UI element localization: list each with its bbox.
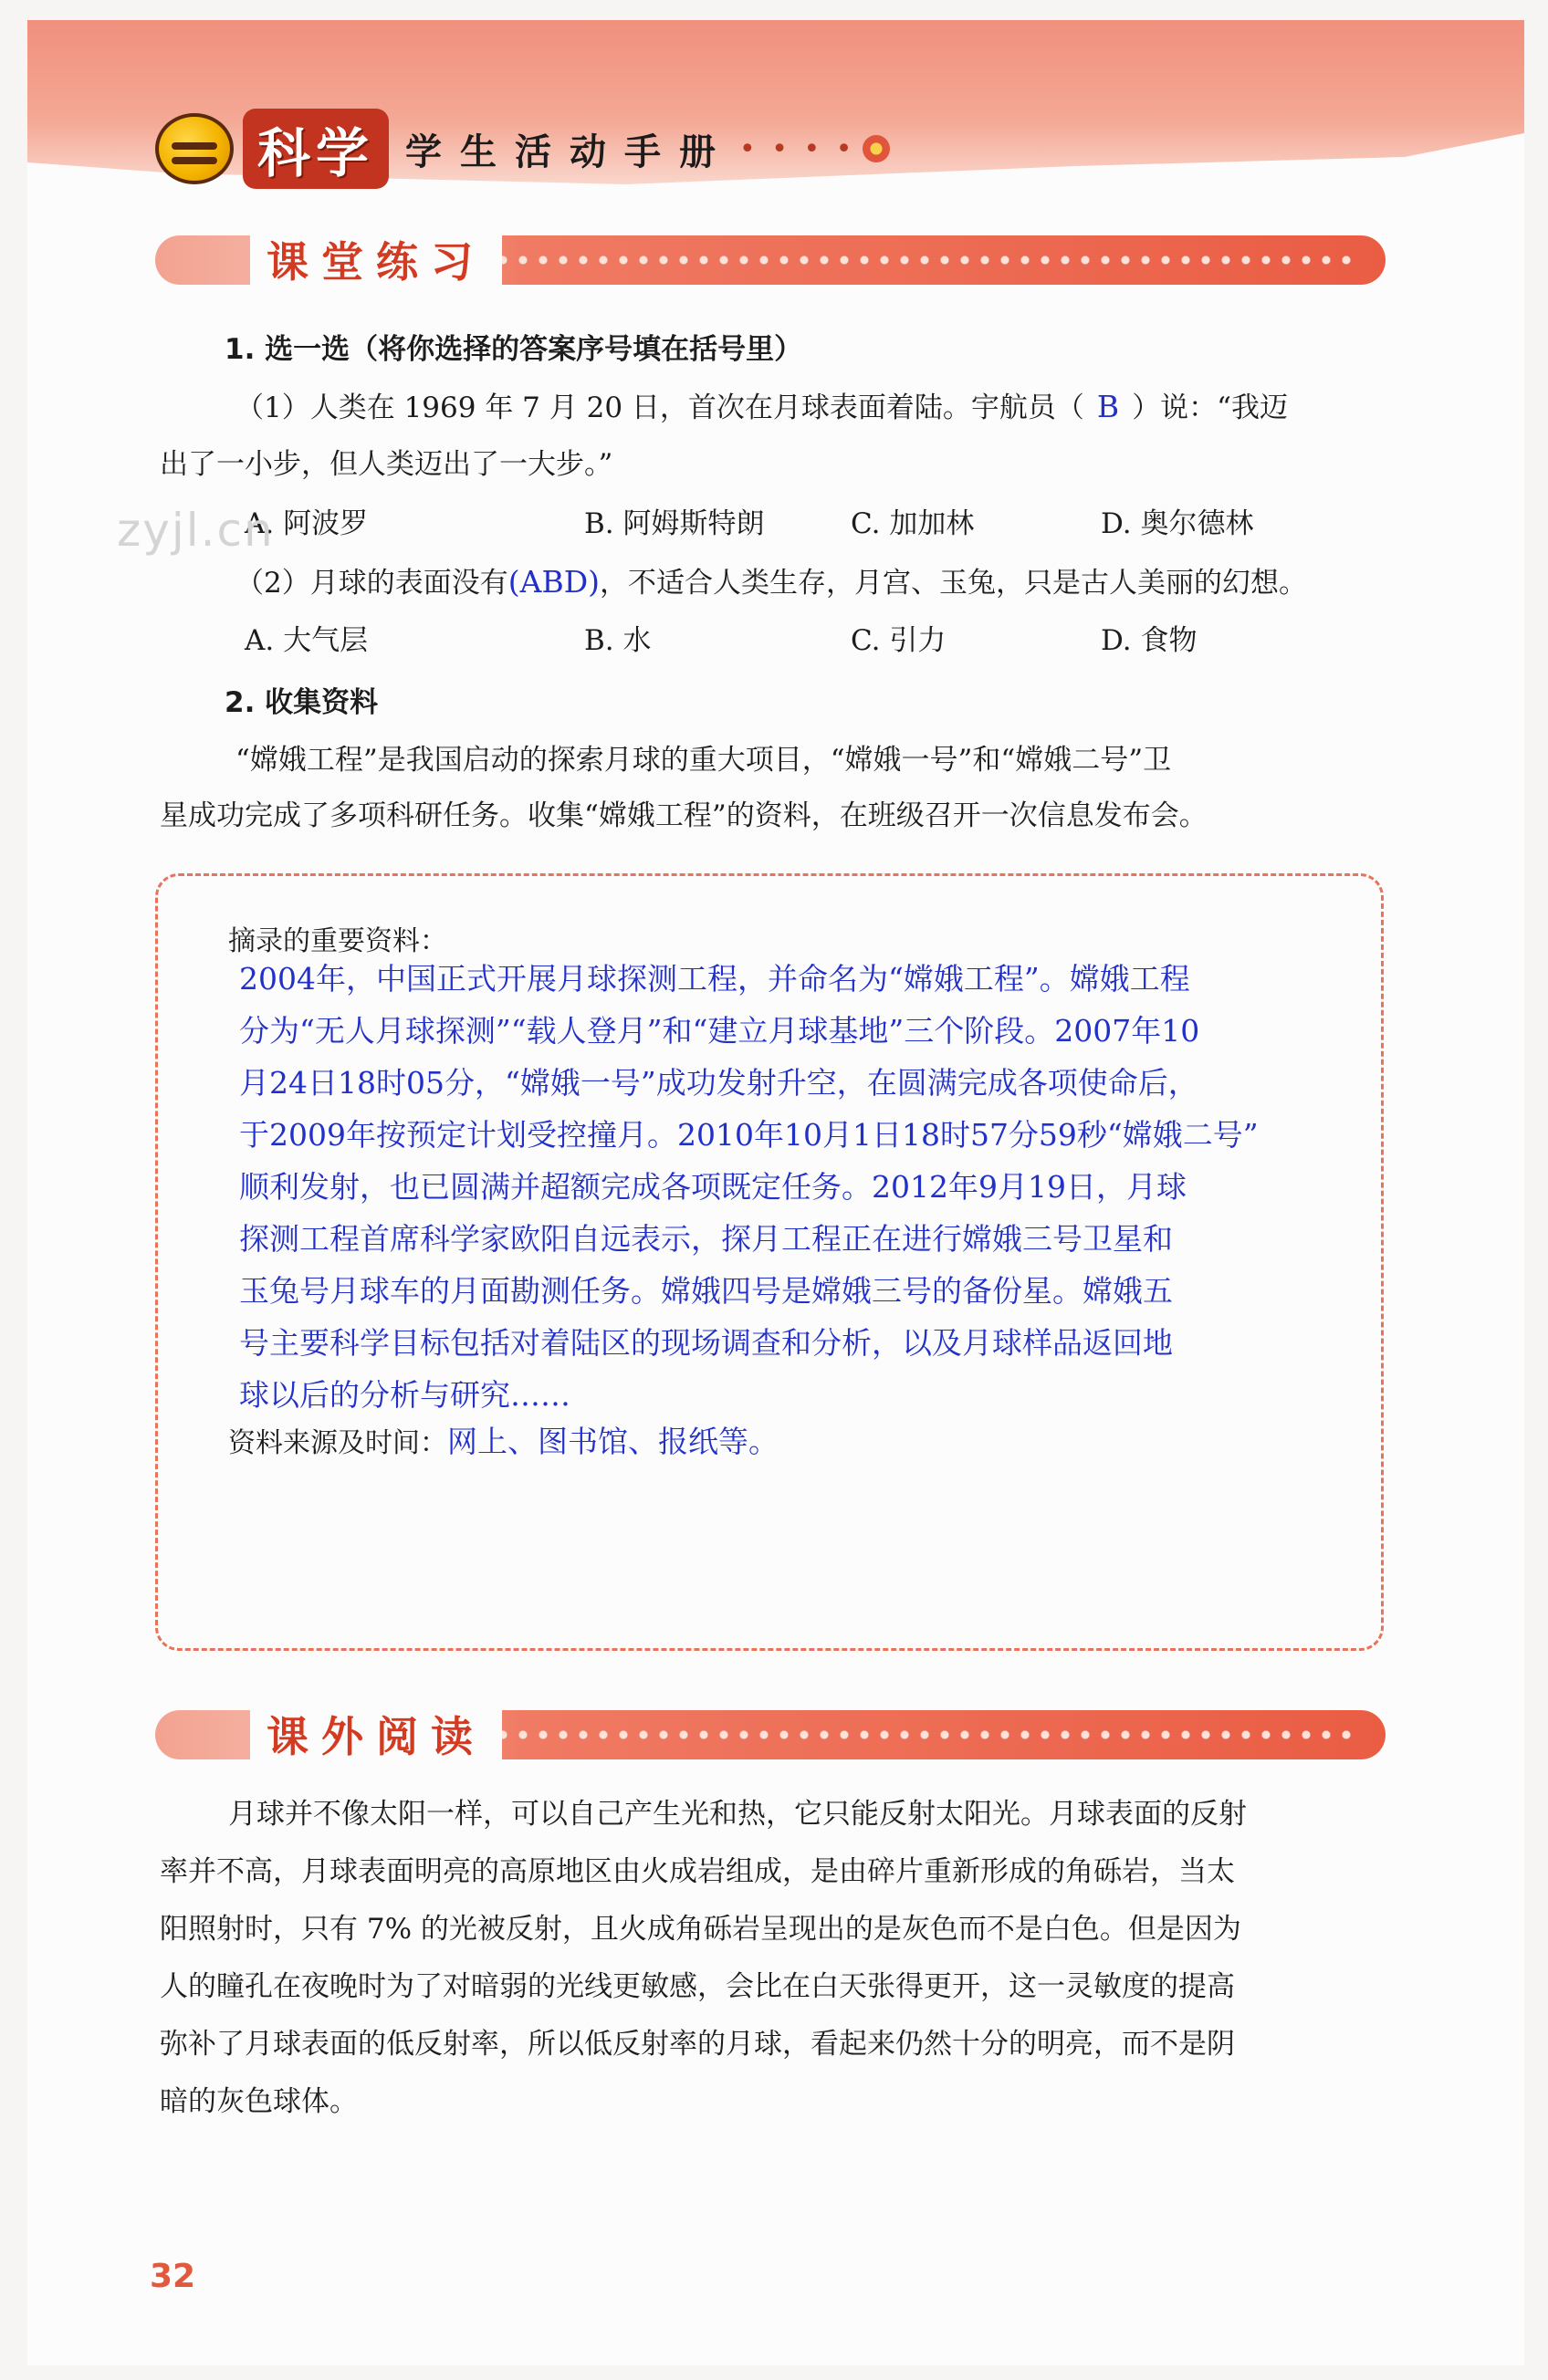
banner-dots [493,246,1358,274]
notes-line: 号主要科学目标包括对着陆区的现场调查和分析，以及月球样品返回地 [239,1325,1173,1361]
question-2-title: 2. 收集资料 [225,686,379,719]
option-a: A. 大气层 [245,624,369,657]
option-b: B. 水 [584,624,652,657]
source-label: 资料来源及时间： [228,1427,447,1459]
question-2-line2: 星成功完成了多项科研任务。收集“嫦娥工程”的资料，在班级召开一次信息发布会。 [160,799,1208,832]
section-banner-class-practice [155,226,1386,292]
reading-line: 率并不高，月球表面明亮的高原地区由火成岩组成，是由碎片重新形成的角砾岩，当太 [160,1855,1235,1888]
option-d: D. 奥尔德林 [1101,507,1254,540]
question-1-1-line1: （1）人类在 1969 年 7 月 20 日，首次在月球表面着陆。宇航员（ B ）说：“我迈 [235,389,1289,424]
reading-line: 人的瞳孔在夜晚时为了对暗弱的光线更敏感，会比在白天张得更开，这一灵敏度的提高 [160,1970,1235,2003]
answer-1-1: B [1096,389,1120,424]
question-2-line1: “嫦娥工程”是我国启动的探索月球的重大项目，“嫦娥一号”和“嫦娥二号”卫 [235,744,1172,777]
flower-icon [863,135,890,162]
notes-line: 顺利发射，也已圆满并超额完成各项既定任务。2012年9月19日，月球 [239,1169,1187,1205]
section-banner-extra-reading [155,1701,1386,1767]
notes-line: 球以后的分析与研究…… [239,1377,570,1413]
reading-line: 月球并不像太阳一样，可以自己产生光和热，它只能反射太阳光。月球表面的反射 [228,1798,1247,1831]
question-1-title: 1. 选一选（将你选择的答案序号填在括号里） [225,333,803,366]
question-1-2: （2）月球的表面没有(ABD)，不适合人类生存，月宫、玉兔，只是古人美丽的幻想。 [235,564,1308,600]
notes-label: 摘录的重要资料： [228,925,447,957]
banner-dots [493,1721,1358,1748]
notes-line: 玉兔号月球车的月面勘测任务。嫦娥四号是嫦娥三号的备份星。嫦娥五 [239,1273,1173,1309]
question-1-1-line2: 出了一小步，但人类迈出了一大步。” [160,448,613,481]
section-heading: 课外阅读 [267,1712,486,1761]
notes-line: 探测工程首席科学家欧阳自远表示，探月工程正在进行嫦娥三号卫星和 [239,1221,1173,1257]
section-heading: 课堂练习 [267,237,486,287]
reading-line: 阳照射时，只有 7% 的光被反射，且火成角砾岩呈现出的是灰色而不是白色。但是因为 [160,1913,1241,1946]
dots-decoration: • • • • [739,132,856,165]
reading-line: 弥补了月球表面的低反射率，所以低反射率的月球，看起来仍然十分的明亮，而不是阴 [160,2028,1235,2061]
option-c: C. 引力 [851,624,947,657]
answer-1-2: (ABD) [507,564,601,600]
notes-line: 分为“无人月球探测”“载人登月”和“建立月球基地”三个阶段。2007年10 [239,1013,1200,1049]
book-title: 科学 [243,109,389,189]
notes-line: 月24日18时05分，“嫦娥一号”成功发射升空，在圆满完成各项使命后， [239,1065,1198,1101]
option-a: A. 阿波罗 [245,507,369,540]
header-logo [155,108,890,190]
notes-source [228,1416,779,1469]
reading-line: 暗的灰色球体。 [160,2085,358,2118]
watermark: zyjl.cn [117,504,275,557]
page-number: 32 [150,2258,196,2295]
option-c: C. 加加林 [851,507,975,540]
option-d: D. 食物 [1101,624,1198,657]
notes-line: 于2009年按预定计划受控撞月。2010年10月1日18时57分59秒“嫦娥二号” [239,1117,1259,1153]
option-b: B. 阿姆斯特朗 [584,507,765,540]
bee-icon [155,113,234,184]
source-value: 网上、图书馆、报纸等。 [447,1424,779,1459]
notes-line: 2004年，中国正式开展月球探测工程，并命名为“嫦娥工程”。嫦娥工程 [239,961,1190,997]
book-subtitle: 学生活动手册 [405,130,735,173]
